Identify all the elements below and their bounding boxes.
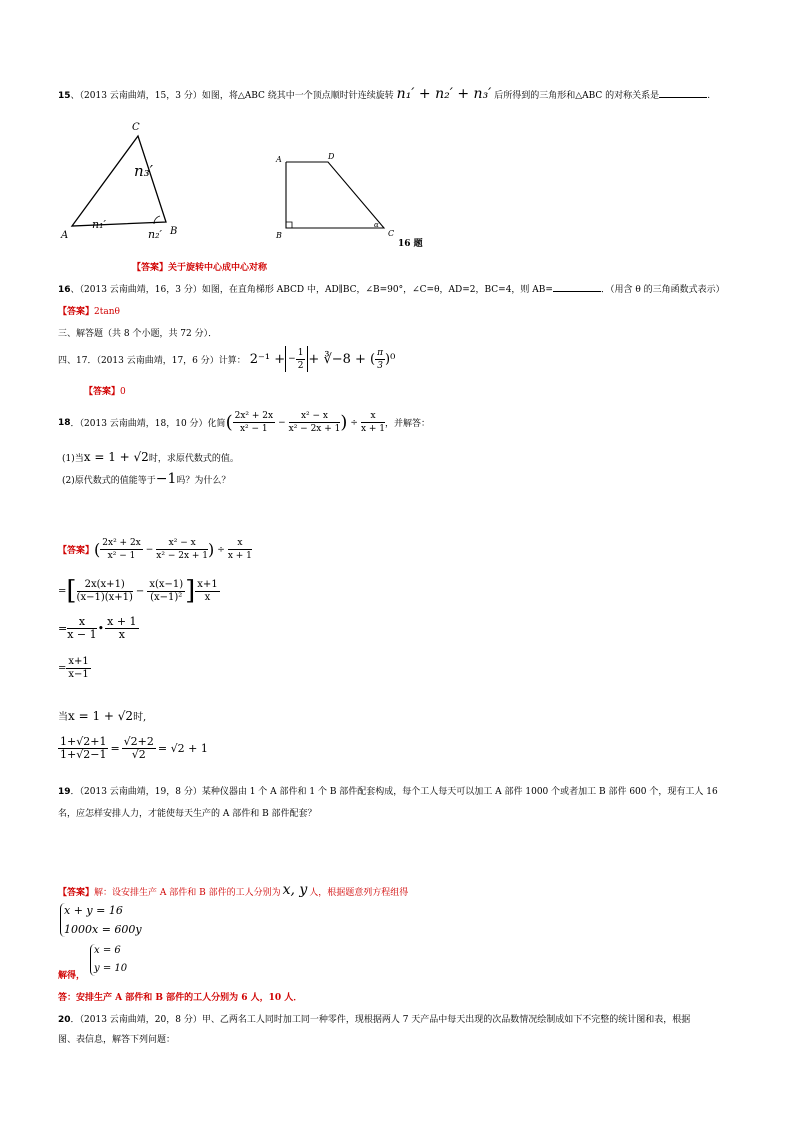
q18-s3-n2: x + 1 xyxy=(107,615,137,628)
q18-answer-value: $\frac{1+√2+1}{1+√2-1}$ = $\frac{√2+2}{√2}$ = √2 + 1 xyxy=(60,735,208,761)
q18-text-b: ，并解答： xyxy=(385,419,431,429)
q18-part2-expr: −1 xyxy=(155,471,177,487)
q18-s2-fraction-3 xyxy=(195,579,219,604)
fig16-label-B: B xyxy=(276,231,282,240)
q19-eq1: x + y = 16 xyxy=(64,904,123,917)
q18-v-fraction-2 xyxy=(122,736,156,761)
q19-answer-tag: 【答案】 xyxy=(58,888,95,898)
q18-when-b: 时, xyxy=(133,712,147,723)
q18-f3-den: x + 1 xyxy=(360,424,386,434)
fig16-label-D: D xyxy=(328,152,335,161)
q19-line1-text: ．（2013 云南曲靖，19，8 分）某种仪器由 1 个 A 部件和 1 个 B 部件配套构成，每个工人每天可以加工 A 部件 1000 个或者加工 B 部件 600 个，现有工人 16 xyxy=(70,787,718,797)
q18-part1-a: (1)当 xyxy=(62,454,84,464)
q18-s3-n1: x xyxy=(67,616,96,629)
q18-ans-fraction-2 xyxy=(156,537,208,562)
q17-expr-c: )⁰ xyxy=(385,351,396,367)
q19-line1 xyxy=(58,784,718,797)
q18-line: 18 ．（2013 云南曲靖，18，10 分）化简 ( $\frac{\text{2x² + 2x}}{\text{x² − 1}}$ − $\frac{\text{x² − x}}{\text{x² − 2x + 1}}$ ) ÷ $\frac{x}{x + 1}$ ，并解答： xyxy=(58,411,431,434)
q16-line xyxy=(58,282,725,295)
q18-part1-expr: x = 1 + √2 xyxy=(83,450,149,464)
q18-v-n2: √2+2 xyxy=(123,735,154,748)
q19-answer-b: 人，根据题意列方程组得 xyxy=(309,888,409,898)
q20-line1-text: ．（2013 云南曲靖，20，8 分）甲、乙两名工人同时加工同一种零件，现根据两人 7 天产品中每天出现的次品数情况绘制成如下不完整的统计图和表，根据 xyxy=(70,1015,691,1025)
q18-v-d1: 1+√2−1 xyxy=(60,748,107,761)
q17-pi-fraction xyxy=(375,347,385,372)
q18-part2-a: (2)原代数式的值能等于 xyxy=(62,476,156,486)
q15-end: . xyxy=(707,91,711,101)
q17-abs-sign: − xyxy=(288,354,296,364)
q18-when-a: 当 xyxy=(58,712,68,723)
q16-answer-text: 2tanθ xyxy=(94,307,120,317)
q15-line xyxy=(58,86,710,102)
q18-f3-num: x xyxy=(361,410,385,423)
q19-eq2: 1000x = 600y xyxy=(64,923,142,936)
fig16-label-C: C xyxy=(388,229,395,238)
q19-number: 19 xyxy=(58,787,71,797)
q18-v-d2: √2 xyxy=(131,748,146,761)
q15-answer-text: 关于旋转中心成中心对称 xyxy=(168,263,268,273)
fig15-label-A: A xyxy=(61,230,69,241)
fig15-label-B: B xyxy=(170,226,178,237)
q18-s2-d1: (x−1)(x+1) xyxy=(76,591,133,603)
q19-line2: 名，应怎样安排人力，才能使每天生产的 A 部件和 B 部件配套？ xyxy=(58,809,317,819)
q18-number: 18 xyxy=(58,417,71,428)
q18-f2-num: x² − x xyxy=(289,410,341,423)
q18-s2-n1: 2x(x+1) xyxy=(77,579,133,592)
q18-s2-fraction-1 xyxy=(77,579,133,604)
fig15-label-n2: n₂′ xyxy=(148,228,162,241)
q18-part1 xyxy=(62,450,239,464)
q17-abs-num: 1 xyxy=(297,347,304,358)
q18-part1-b: 时，求原代数式的值。 xyxy=(148,454,239,464)
q18-ans-f2-num: x² − x xyxy=(156,537,208,550)
q17-expr-b: + ∛−8 + ( xyxy=(308,351,376,367)
q18-ans-f2-den: x² − 2x + 1 xyxy=(156,551,209,561)
q19-solve-label: 解得， xyxy=(58,971,86,981)
q18-v-result: = √2 + 1 xyxy=(157,742,208,755)
q17-abs-value xyxy=(285,346,308,372)
q18-f1-num: 2x² + 2x xyxy=(234,411,274,421)
q18-f1-den: x² − 1 xyxy=(239,424,268,434)
q18-when-expr: x = 1 + √2 xyxy=(68,709,134,723)
q19-sol2: y = 10 xyxy=(94,963,128,974)
q18-s2-d3: x xyxy=(204,591,211,603)
q18-s3-d1: x − 1 xyxy=(67,628,97,641)
q16-answer-tag: 【答案】 xyxy=(58,307,95,317)
q17-abs-fraction xyxy=(296,347,306,372)
fig16-label-alpha: α xyxy=(374,221,379,229)
q18-answer-when xyxy=(58,708,146,723)
q18-answer-tag: 【答案】 xyxy=(58,546,95,556)
q17-line xyxy=(58,346,395,372)
q18-s2-d2: (x−1)² xyxy=(150,591,183,603)
q19-sol1: x = 6 xyxy=(94,945,121,956)
q18-fraction-3 xyxy=(361,410,385,435)
q15-text-a: 、（2013 云南曲靖，15，3 分）如图，将△ABC 绕其中一个顶点顺时针连续旋转 xyxy=(70,91,394,101)
q18-ans-fraction-1 xyxy=(100,537,142,562)
q20-line1 xyxy=(58,1012,690,1025)
q16-answer-blank xyxy=(553,283,601,292)
q18-v-fraction-1 xyxy=(58,736,108,761)
q18-ans-f1-num: 2x² + 2x xyxy=(102,538,141,548)
q18-ans-f3-den: x + 1 xyxy=(227,551,252,561)
q18-s3-fraction-1 xyxy=(67,616,96,641)
q18-part2 xyxy=(62,471,230,487)
q18-fraction-1 xyxy=(233,410,275,435)
q18-s2-n3: x+1 xyxy=(197,578,218,590)
q17-abs-den: 2 xyxy=(297,360,304,371)
q18-answer-step3: = $\frac{x}{x - 1}$ • $\frac{x + 1}{x}$ xyxy=(58,615,137,641)
q18-v-n1: 1+√2+1 xyxy=(60,735,107,748)
q18-s2-n2: x(x−1) xyxy=(149,578,184,590)
q18-s4-d: x−1 xyxy=(68,669,89,680)
q18-s3-fraction-2 xyxy=(105,616,138,641)
q19-conclusion: 答：安排生产 A 部件和 B 部件的工人分别为 6 人，10 人． xyxy=(58,993,303,1003)
q18-part2-b: 吗？为什么？ xyxy=(176,476,231,486)
figure-15-triangle xyxy=(58,118,188,246)
q18-fraction-2 xyxy=(289,410,341,435)
fig15-label-C: C xyxy=(132,122,140,133)
q18-ans-f3-num: x xyxy=(228,537,252,550)
q17-answer xyxy=(84,384,126,397)
q17-answer-text: 0 xyxy=(120,387,126,397)
fig16-caption: 16 题 xyxy=(398,239,423,248)
q18-ans-fraction-3 xyxy=(228,537,252,562)
q18-text-a: ．（2013 云南曲靖，18，10 分）化简 xyxy=(70,419,226,429)
q20-line2: 图、表信息，解答下列问题： xyxy=(58,1035,176,1045)
q18-s4-fraction xyxy=(66,656,90,681)
q18-answer-step2: = [ $\frac{2x(x+1)}{(x-1)(x+1)}$ − $\frac{x(x-1)}{\text{(x−1)²}}$ ] $\frac{x+1}{x}$ xyxy=(58,576,218,606)
q18-s3-d2: x xyxy=(118,628,125,641)
q18-ans-f1-den: x² − 1 xyxy=(107,551,136,561)
q15-answer-tag: 【答案】 xyxy=(132,263,169,273)
q16-number: 16 xyxy=(58,285,71,295)
q17-answer-tag: 【答案】 xyxy=(84,387,121,397)
q15-number: 15 xyxy=(58,91,71,101)
fig15-label-n1: n₁′ xyxy=(92,218,106,231)
q18-s2-fraction-2 xyxy=(147,579,185,604)
q19-answer-vars: x, y xyxy=(282,882,308,898)
fig16-label-A: A xyxy=(276,155,282,164)
q19-answer-a: 解：设安排生产 A 部件和 B 部件的工人分别为 xyxy=(94,888,281,898)
q18-f2-den: x² − 2x + 1 xyxy=(288,424,341,434)
q18-answer-step1: 【答案】 ( $\frac{\text{2x² + 2x}}{\text{x² − 1}}$ − $\frac{\text{x² − x}}{\text{x² − 2x + 1}}$ ) ÷ $\frac{x}{x + 1}$ xyxy=(58,538,252,561)
q15-text-b: 后所得到的三角形和△ABC 的对称关系是 xyxy=(494,91,660,101)
q20-number: 20 xyxy=(58,1015,71,1025)
q16-answer xyxy=(58,304,120,317)
q17-pi-den: 3 xyxy=(377,360,383,371)
q19-answer-intro xyxy=(58,882,408,898)
q15-answer-blank xyxy=(659,89,707,98)
q15-formula: n₁′ + n₂′ + n₃′ xyxy=(396,86,492,102)
q16-text: 、（2013 云南曲靖，16，3 分）如图，在直角梯形 ABCD 中，AD∥BC，∠B=90°，∠C=θ，AD=2，BC=4，则 AB= xyxy=(70,285,553,295)
q17-pi-num: π xyxy=(377,347,384,358)
q18-answer-step4: = $\frac{x+1}{x-1}$ xyxy=(58,656,89,680)
q17-prefix: 四、17．（2013 云南曲靖，17，6 分）计算： xyxy=(58,355,246,366)
q15-answer xyxy=(132,260,267,273)
figure-16-trapezoid xyxy=(270,148,440,248)
q18-s4-n: x+1 xyxy=(68,656,89,667)
fig15-label-n3: n₃′ xyxy=(134,162,154,180)
q16-end: ．（用含 θ 的三角函数式表示） xyxy=(600,285,725,295)
section-3-heading: 三、解答题（共 8 个小题，共 72 分）． xyxy=(58,329,218,339)
q17-expr-a: 2⁻¹ + xyxy=(249,351,286,367)
